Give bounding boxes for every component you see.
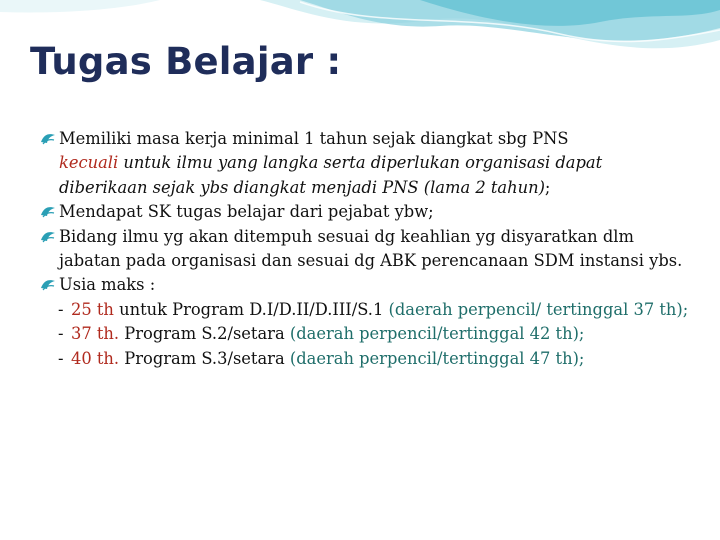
wing-scroll-icon [40, 132, 56, 146]
slide-title: Tugas Belajar : [30, 40, 342, 83]
dash: - [58, 299, 64, 319]
wing-scroll-icon [40, 205, 56, 219]
bullet-bidang-ilmu [40, 225, 695, 274]
slide-content [40, 127, 695, 371]
bullet-text: Usia maks : [59, 275, 156, 295]
bullet-text-line1: Memiliki masa kerja minimal 1 tahun sejak diangkat sbg PNS [59, 129, 569, 148]
program-text: Program S.3/setara [119, 348, 290, 368]
bullet-text: Mendapat SK tugas belajar dari pejabat ybw; [59, 202, 434, 222]
bullet-text-exception: untuk ilmu yang langka serta diperlukan organisasi dapat diberikaan sejak ybs diangkat menjadi PNS (lama 2 tahun) [59, 153, 603, 197]
age-item-s1 [40, 298, 695, 322]
dash: - [58, 324, 64, 344]
age-limit: 40 th. [71, 348, 120, 368]
remote-area-text: (daerah perpencil/tertinggal 47 th); [289, 348, 585, 368]
bullet-sk-tugas [40, 200, 695, 224]
emphasis-kecuali: kecuali [59, 153, 119, 173]
bullet-text: Bidang ilmu yg akan ditempuh sesuai dg keahlian yg disyaratkan dlm jabatan pada organisasi dan sesuai dg ABK perencanaan SDM instansi ybs. [59, 226, 683, 271]
remote-area-text: (daerah perpencil/tertinggal 42 th); [289, 324, 585, 344]
age-item-s2 [40, 322, 695, 346]
remote-area-text: (daerah perpencil/ tertinggal 37 th); [388, 299, 689, 319]
age-item-s3 [40, 347, 695, 371]
program-text: untuk Program D.I/D.II/D.III/S.1 [113, 299, 389, 319]
bullet-masa-kerja [40, 127, 695, 200]
bullet-usia-maks [40, 273, 695, 297]
dash: - [58, 348, 64, 368]
program-text: Program S.2/setara [119, 324, 290, 344]
wing-scroll-icon [40, 278, 56, 292]
wing-scroll-icon [40, 230, 56, 244]
age-limit: 25 th [71, 299, 114, 319]
age-limit: 37 th. [71, 324, 120, 344]
bullet-text-end: ; [544, 177, 551, 197]
